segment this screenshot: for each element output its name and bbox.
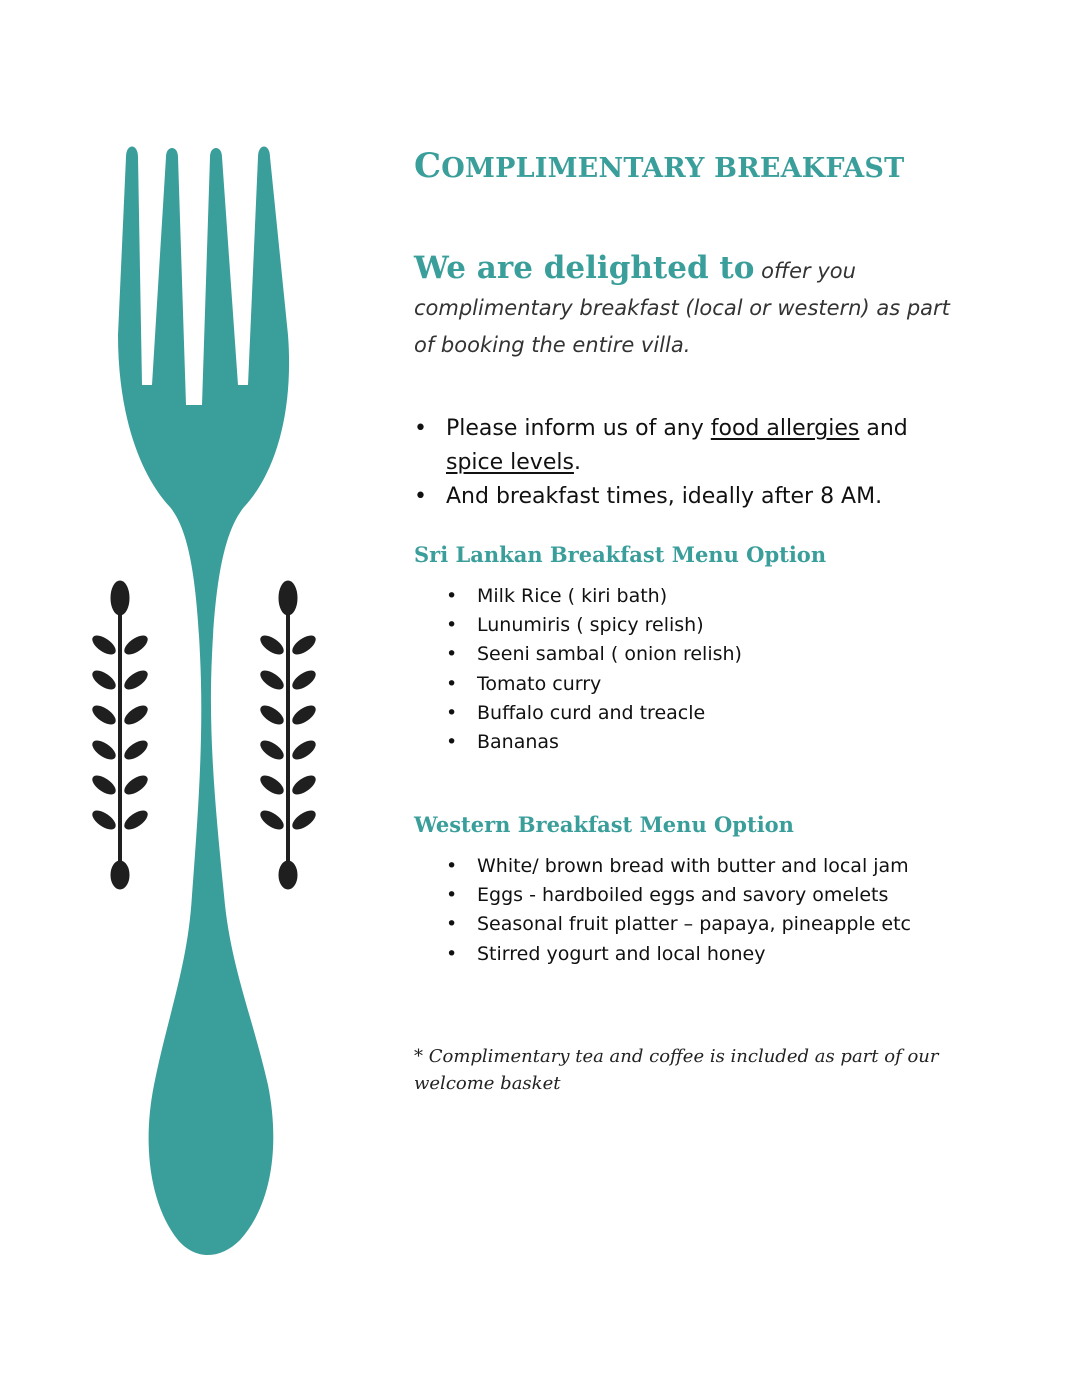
leaf-sprig-icon-right <box>258 581 318 889</box>
footnote: * Complimentary tea and coffee is included as part of our welcome basket <box>414 1046 939 1094</box>
list-item: • Eggs - hardboiled eggs and savory omelets <box>446 881 986 910</box>
fork-icon <box>118 147 289 1256</box>
fork-illustration <box>80 135 340 1270</box>
list-item: • Tomato curry <box>446 670 986 699</box>
food-allergies-text: food allergies <box>710 416 860 441</box>
intro-lead: We are delighted to <box>414 250 755 286</box>
notes-list <box>414 412 954 514</box>
note-breakfast-times: • And breakfast times, ideally after 8 AM. <box>414 480 954 514</box>
list-item: • Stirred yogurt and local honey <box>446 940 986 969</box>
note-allergies-period: . <box>573 450 581 475</box>
title-first-letter: C <box>414 146 442 186</box>
intro-rest: offer you complimentary breakfast (local or western) as part of booking the entire villa. <box>414 259 950 357</box>
sri-lankan-menu-list <box>446 582 986 757</box>
spice-levels-text: spice levels <box>446 450 574 475</box>
sri-lankan-heading: Sri Lankan Breakfast Menu Option <box>414 542 827 567</box>
western-heading: Western Breakfast Menu Option <box>414 812 794 837</box>
list-item: • Buffalo curd and treacle <box>446 699 986 728</box>
list-item: • White/ brown bread with butter and local jam <box>446 852 986 881</box>
note-allergies-text: Please inform us of any <box>446 416 711 441</box>
intro-paragraph <box>414 250 954 364</box>
leaf-sprig-icon-left <box>90 581 150 889</box>
list-item: • Lunumiris ( spicy relish) <box>446 611 986 640</box>
page-title <box>414 146 904 186</box>
list-item: • Milk Rice ( kiri bath) <box>446 582 986 611</box>
list-item: • Seasonal fruit platter – papaya, pineapple etc <box>446 910 986 939</box>
list-item: • Seeni sambal ( onion relish) <box>446 640 986 669</box>
list-item: • Bananas <box>446 728 986 757</box>
western-menu-list <box>446 852 986 969</box>
note-allergies <box>414 412 954 480</box>
title-rest: OMPLIMENTARY BREAKFAST <box>441 153 905 184</box>
note-allergies-and: and <box>859 416 908 441</box>
